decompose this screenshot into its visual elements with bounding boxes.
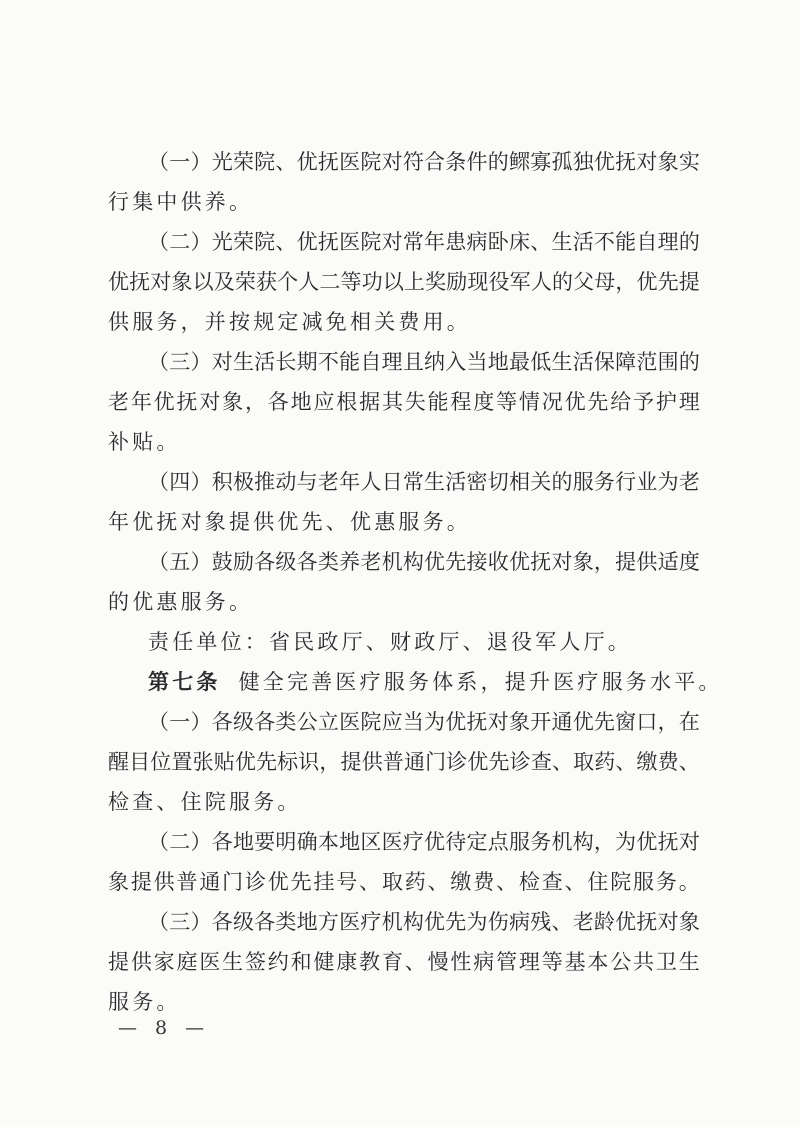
- text-line: 醒 目 位 置 张 贴 优 先 标 识 ， 提 供 普 通 门 诊 优 先 诊 查 、 取 药 、 缴 费 、: [108, 750, 700, 774]
- text-line: 提 供 家 庭 医 生 签 约 和 健 康 教 育 、 慢 性 病 管 理 等 基 本 公 共 卫 生: [108, 950, 700, 974]
- text-line: （ 一 ） 各 级 各 类 公 立 医 院 应 当 为 优 抚 对 象 开 通 优 先 窗 口 ， 在: [148, 710, 700, 734]
- text-line: [108, 582, 700, 622]
- article-heading: 第七条: [148, 670, 221, 694]
- text-line: [108, 662, 723, 702]
- line-text: 健全完善医疗服务体系，提升医疗服务水平。: [238, 670, 723, 694]
- text-line: （ 三 ） 对 生 活 长 期 不 能 自 理 且 纳 入 当 地 最 低 生 活 保 障 范 围 的: [148, 350, 700, 374]
- line-text: 补贴。: [108, 430, 181, 454]
- text-line: [108, 982, 700, 1022]
- line-text: 服务。: [108, 990, 181, 1014]
- text-line: [108, 782, 700, 822]
- line-text: 年优抚对象提供优先、优惠服务。: [108, 510, 471, 534]
- text-line: [108, 302, 700, 342]
- line-text: 检查、住院服务。: [108, 790, 302, 814]
- line-text: 的优惠服务。: [108, 590, 254, 614]
- page-number: — 8 —: [118, 1017, 211, 1039]
- line-text: 行集中供养。: [108, 190, 254, 214]
- text-line: （ 二 ） 各 地 要 明 确 本 地 区 医 疗 优 待 定 点 服 务 机 构 ， 为 优 抚 对: [148, 830, 700, 854]
- line-text: 供服务，并按规定减免相关费用。: [108, 310, 471, 334]
- text-line: （ 四 ） 积 极 推 动 与 老 年 人 日 常 生 活 密 切 相 关 的 服 务 行 业 为 老: [148, 470, 700, 494]
- text-line: 优 抚 对 象 以 及 荣 获 个 人 二 等 功 以 上 奖 励 现 役 军 人 的 父 母 ， 优 先 提: [108, 270, 700, 294]
- line-text: 责任单位：省民政厅、财政厅、退役军人厅。: [148, 630, 632, 654]
- text-line: （ 五 ） 鼓 励 各 级 各 类 养 老 机 构 优 先 接 收 优 抚 对 象 ， 提 供 适 度: [148, 550, 700, 574]
- text-line: 老 年 优 抚 对 象 ， 各 地 应 根 据 其 失 能 程 度 等 情 况 优 先 给 予 护 理: [108, 390, 700, 414]
- text-line: （ 一 ） 光 荣 院 、 优 抚 医 院 对 符 合 条 件 的 鳏 寡 孤 独 优 抚 对 象 实: [148, 150, 700, 174]
- text-line: [108, 622, 700, 662]
- text-line: [108, 182, 700, 222]
- document-body: [108, 142, 723, 1022]
- text-line: [108, 422, 700, 462]
- text-line: （ 三 ） 各 级 各 类 地 方 医 疗 机 构 优 先 为 伤 病 残 、 老 龄 优 抚 对 象: [148, 910, 700, 934]
- text-line: （ 二 ） 光 荣 院 、 优 抚 医 院 对 常 年 患 病 卧 床 、 生 活 不 能 自 理 的: [148, 230, 700, 254]
- text-line: 象 提 供 普 通 门 诊 优 先 挂 号 、 取 药 、 缴 费 、 检 查 、 住 院 服 务 。: [108, 870, 700, 894]
- text-line: [108, 502, 700, 542]
